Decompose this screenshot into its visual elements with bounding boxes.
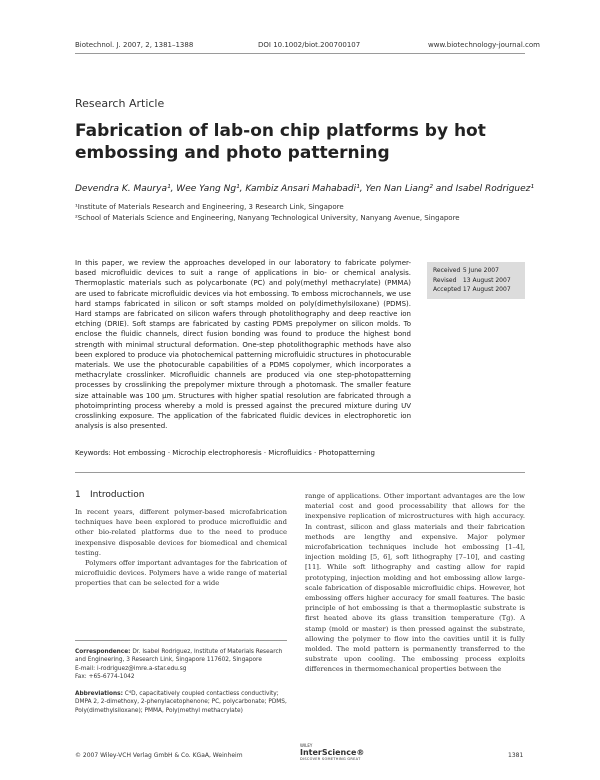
article-type: Research Article [75, 97, 165, 110]
interscience-logo [300, 743, 364, 761]
logo-tagline: DISCOVER SOMETHING GREAT [300, 757, 361, 761]
abstract: In this paper, we review the approaches developed in our laboratory to fabricate polymer-based microfluidic devices to suit a range of applications in bio- or chemical analysis. Thermoplastic materials such as polycarbonate (PC) and poly(methyl methacrylate) (PMMA) are used to fabricate microfluidic devices via hot embossing. To emboss microchannels, we use hard stamps fabricated in silicon or soft stamps molded on poly(dimethylsiloxane) (PDMS). Hard stamps are fabricated on silicon wafers through photolithography and deep reactive ion etching (DRIE). Soft stamps are fabricated by casting PDMS prepolymer on silicon molds. To enclose the fluidic channels, direct fusion bonding was found to produce the highest bond strength with minimal structural deformation. One-step photolithographic methods have also been explored to produce via photochemical patterning microfluidic structures in photocurable materials. We use the photocurable capabilities of a PDMS copolymer, which incorporates a methacrylate crosslinker. Microfluidic channels are produced via one step-photopatterning processes by crosslinking the prepolymer mixture through a photomask. The smaller feature size attainable was 100 µm. Structures with higher spatial resolution are fabricated through a photoimprinting process whereby a mold is pressed against the precured mixture during UV crosslinking exposure. The application of the fabricated fluidic devices in electrophoretic ion analysis is also presented. [75, 259, 411, 431]
intro-right-column [305, 491, 525, 748]
intro-paragraph-2: Polymers offer important advantages for the fabrication of microfluidic devices. Polymers have a wide range of material properties that can be selected for a wide [75, 559, 287, 588]
correspondence-email: E-mail: i-rodriguez@imre.a-star.edu.sg [75, 665, 187, 672]
affiliation-1: ¹Institute of Materials Research and Engineering, 3 Research Link, Singapore [75, 203, 344, 211]
correspondence-fax: Fax: +65-6774-1042 [75, 673, 135, 680]
correspondence: Correspondence: Dr. Isabel Rodriguez, Institute of Materials Research and Engineering, 3 Research Link, Singapore 117602, Singapore E-mail: i-rodriguez@imre.a-star.edu.sg Fax: +65-6774-1042 [75, 649, 283, 680]
intro-left-column [75, 507, 287, 597]
article-title: Fabrication of lab-on chip platforms by hot embossing and photo patterning [75, 121, 486, 163]
doi: DOI 10.1002/biot.200700107 [258, 41, 361, 49]
intro-paragraph-1: In recent years, different polymer-based microfabrication techniques have been explored to produce microfluidic and other bio-related platforms due to the need to produce inexpensive disposable devices for biomedical and chemical testing. [75, 508, 287, 557]
section-number: 1 [75, 490, 81, 500]
page-number: 1381 [508, 752, 524, 759]
footnote-rule [75, 640, 287, 641]
copyright: © 2007 Wiley-VCH Verlag GmbH & Co. KGaA, Weinheim [75, 752, 243, 759]
date-revised: Revised 13 August 2007 [433, 276, 511, 284]
intro-paragraph-right: range of applications. Other important advantages are the low material cost and good processability that allows for the inexpensive replication of microstructures with high accuracy. In contrast, silicon and glass materials and their fabrication methods are lengthy and expensive. Major polymer microfabrication techniques include hot embossing [1–4], injection molding [5, 6], soft lithography [7–10], and casting [11]. While soft lithography and casting allow for rapid prototyping, injection molding and hot embossing allow large-scale fabrication of disposable microfluidic chips. However, hot embossing offers higher accuracy for small features. The basic principle of hot embossing is that a thermoplastic substrate is first heated above its glass transition temperature (Tg). A stamp (mold or master) is then pressed against the substrate, allowing the polymer to flow into the cavities until it is fully molded. The mold pattern is permanently transferred to the substrate upon cooling. The embossing process exploits differences in thermomechanical properties between the [305, 492, 525, 674]
section-heading [75, 490, 145, 500]
keywords-rule [75, 472, 525, 473]
date-received: Received 5 June 2007 [433, 267, 499, 274]
keywords: Keywords: Hot embossing · Microchip electrophoresis · Microfluidics · Photopatterning [75, 449, 375, 457]
logo-interscience: InterScience® [300, 748, 365, 757]
date-accepted: Accepted 17 August 2007 [433, 286, 511, 293]
author-list: Devendra K. Maurya¹, Wee Yang Ng¹, Kambiz Ansari Mahabadi¹, Yen Nan Liang² and Isabel Rodriguez¹ [75, 184, 534, 194]
journal-reference: Biotechnol. J. 2007, 2, 1381–1388 [75, 41, 194, 49]
affiliation-2: ²School of Materials Science and Engineering, Nanyang Technological University, Nanyang Avenue, Singapore [75, 214, 460, 222]
header-rule [75, 53, 525, 54]
article-dates [427, 262, 525, 299]
journal-website: www.biotechnology-journal.com [428, 41, 540, 49]
abbreviations: Abbreviations: C⁴D, capacitatively coupled contactless conductivity; DMPA 2, 2-dimethoxy, 2-phenylacetophenone; PC, polycarbonate; PDMS, Poly(dimethylsiloxane); PMMA, Poly(methyl methacrylate) [75, 691, 287, 714]
logo-wiley: WILEY [300, 743, 313, 748]
section-title: Introduction [90, 490, 145, 500]
